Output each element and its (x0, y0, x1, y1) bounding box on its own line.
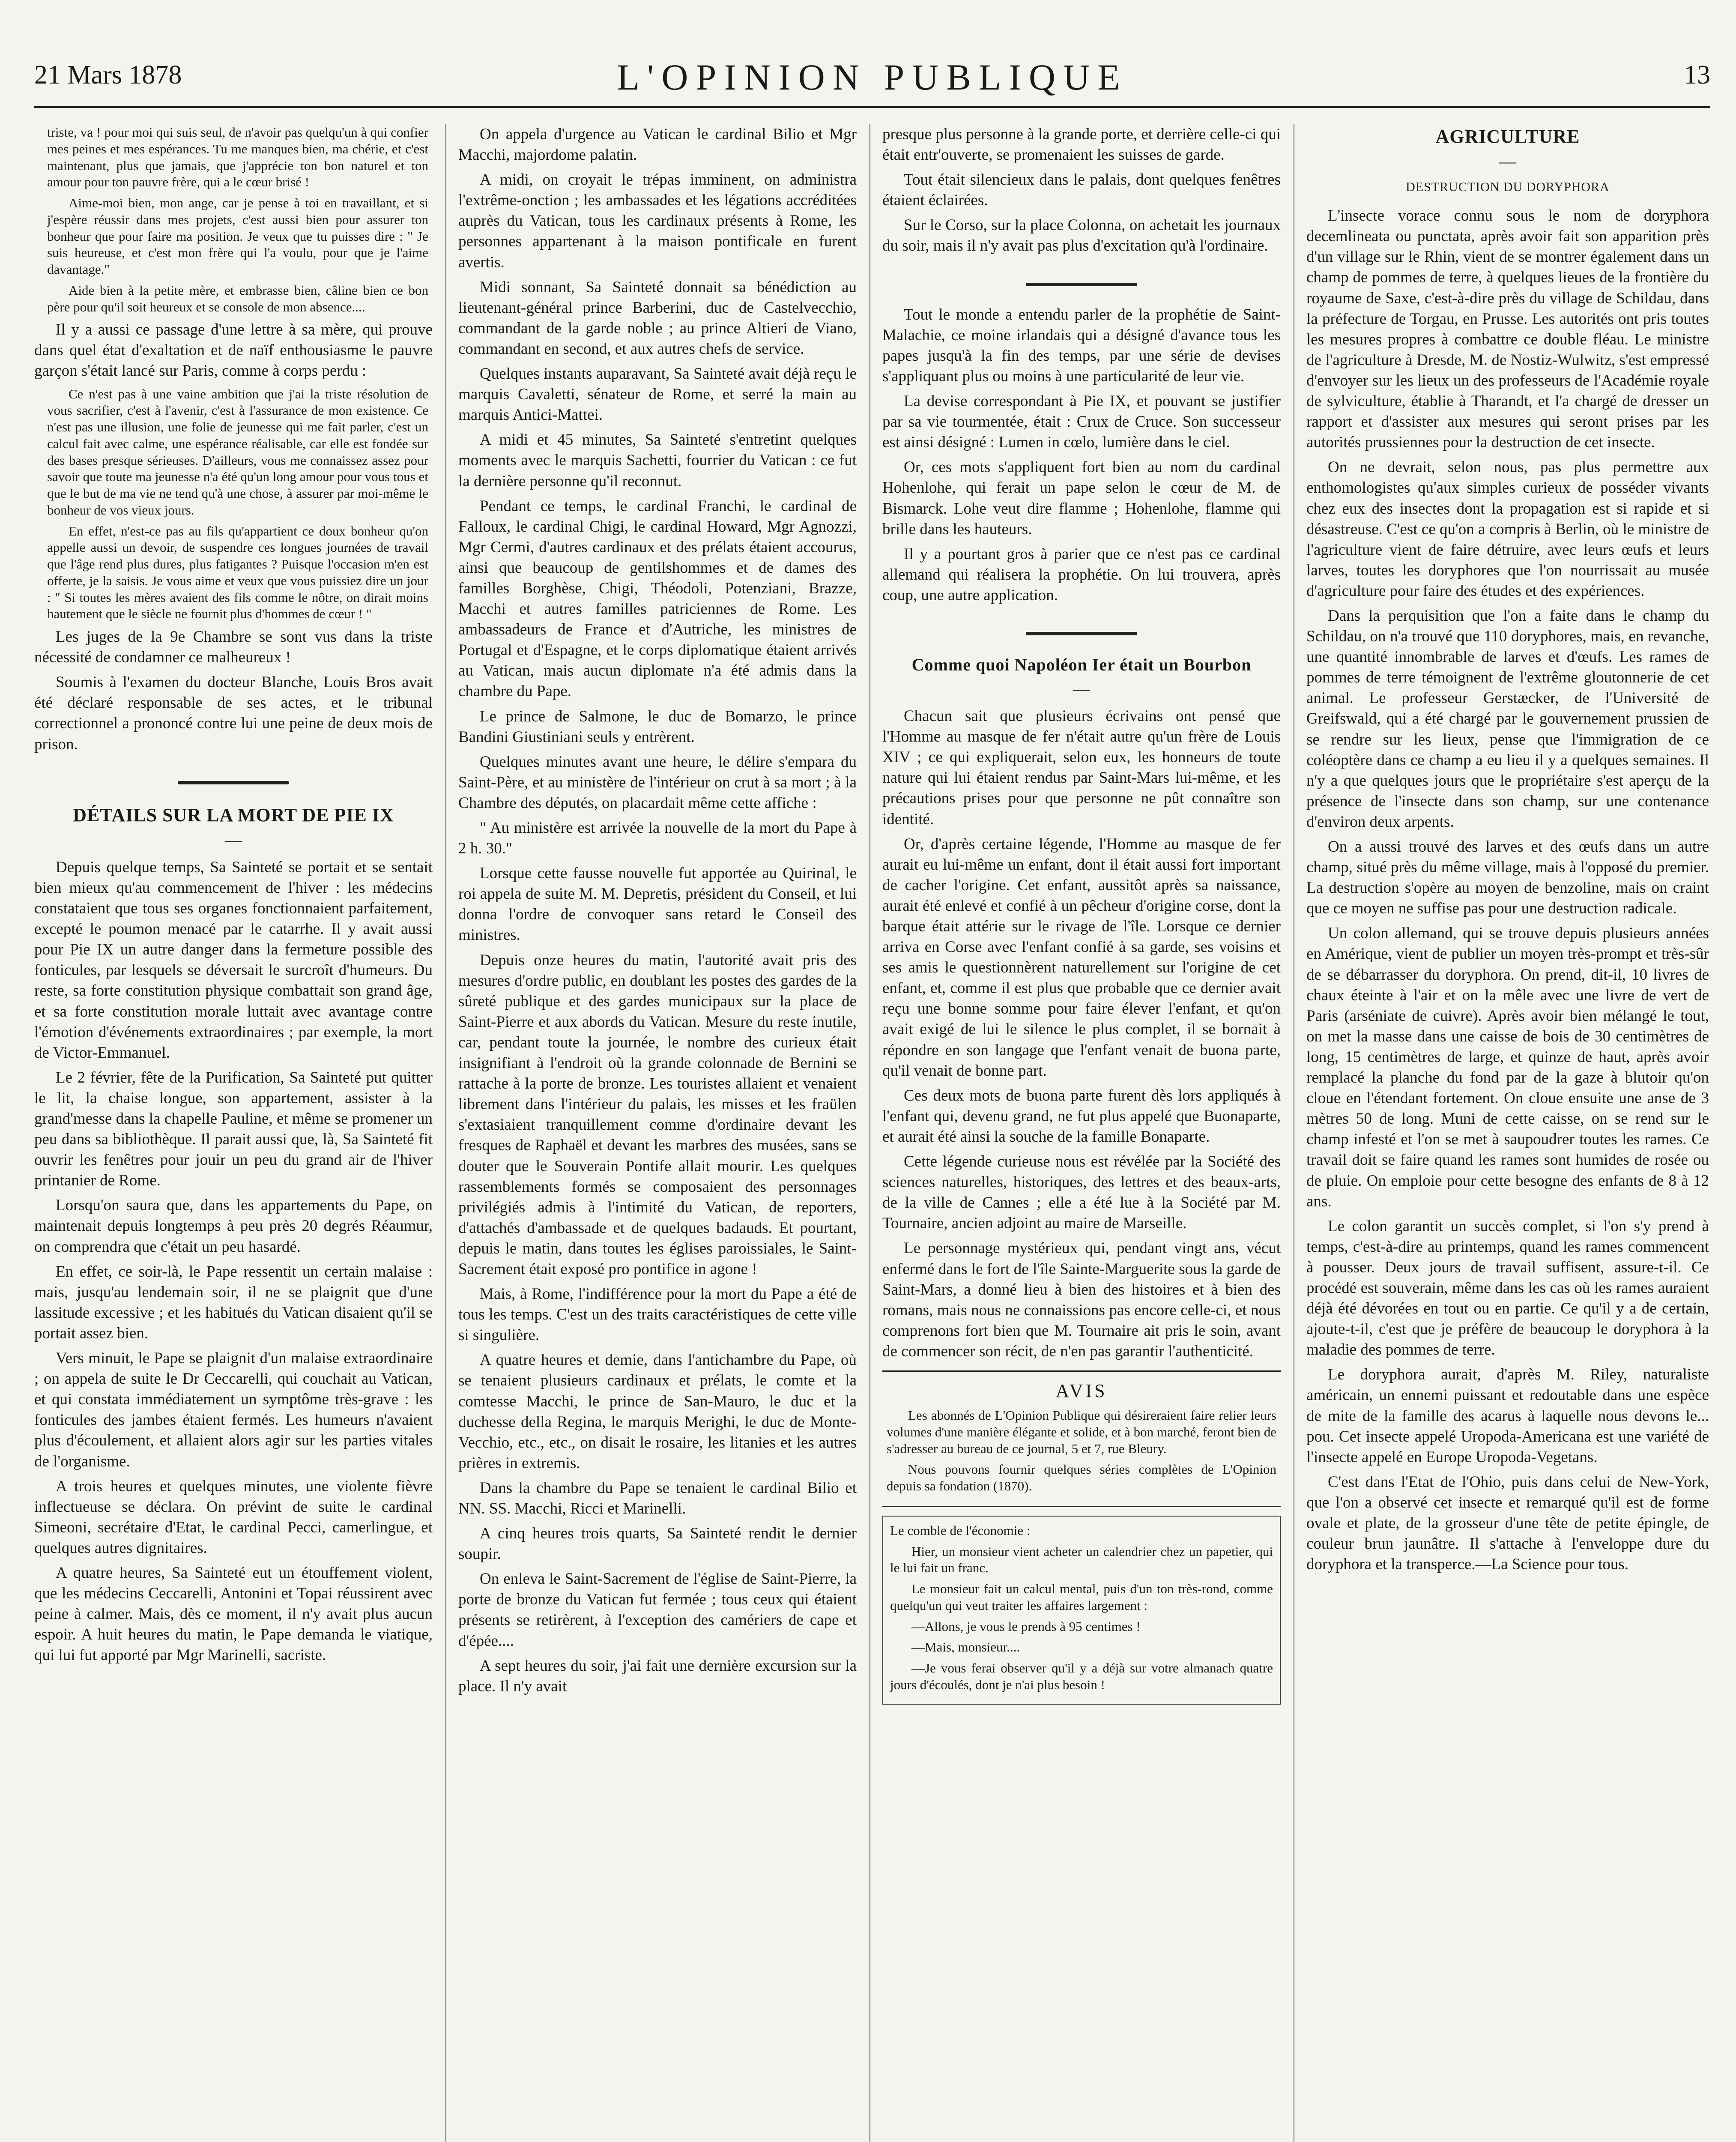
section-ornament (34, 769, 433, 790)
quote-paragraph: En effet, n'est-ce pas au fils qu'appartient ce doux bonheur qu'on appelle aussi un devoir, de suspendre ces longues journées de travail que l'âge rend plus dures, plus fatigantes ? Puisque l'occasion m'en est offerte, je la saisis. Je vous aime et veux que vous puissiez dire un jour : " Si toutes les mères avaient des fils comme le nôtre, on dirait moins hautement que le siècle ne fournit plus d'hommes de cœur ! " (47, 523, 428, 622)
body-paragraph: En effet, ce soir-là, le Pape ressentit un certain malaise : mais, jusqu'au lendemain soir, il ne se plaignit que d'une lassitude excessive ; et les habitués du Vatican disaient qu'il se portait assez bien. (34, 1262, 433, 1342)
page-number: 13 (1684, 60, 1710, 90)
body-paragraph: Lorsque cette fausse nouvelle fut apportée au Quirinal, le roi appela de suite M. M. Depretis, président du Conseil, et lui donna l'ordre de convoquer sans retard le Conseil des ministres. (458, 865, 857, 944)
notice-paragraph: Les abonnés de L'Opinion Publique qui désireraient faire relier leurs volumes d'une manière élégante et solide, et à bon marché, feront bien de s'adresser au bureau de ce journal, 5 et 7, rue Bleury. (887, 1408, 1276, 1456)
notice-paragraph: Nous pouvons fournir quelques séries complètes de L'Opinion depuis sa fondation (1870). (887, 1462, 1276, 1494)
letter-paragraph: triste, va ! pour moi qui suis seul, de n'avoir pas quelqu'un à qui confier mes peines et mes espérances. Tu me manques bien, ma chérie, et c'est maintenant, plus que jamais, que j'apprécie ton bon naturel et ton amour pour ton pauvre frère, qui a le cœur brisé ! (47, 125, 428, 190)
article-subheading: DESTRUCTION DU DORYPHORA (1406, 180, 1610, 194)
body-paragraph: Le prince de Salmone, le duc de Bomarzo, le prince Bandini Giustiniani seuls y entrèrent. (458, 707, 857, 746)
body-paragraph: On appela d'urgence au Vatican le cardinal Bilio et Mgr Macchi, majordome palatin. (458, 126, 857, 164)
body-paragraph: Le colon garantit un succès complet, si l'on s'y prend à temps, c'est-à-dire au printemps, quand les rames commencent à pousser. Deux jours de travail suffisent, assure-t-il. Ce procédé est souverain, même dans les cas où les rames auraient déjà été dévorées en tout ou en partie. Ce qu'il y a de certain, ajoute-t-il, c'est que je préfère de beaucoup le doryphora à la maladie des pommes de terre. (1306, 1217, 1709, 1359)
body-paragraph: Or, ces mots s'appliquent fort bien au nom du cardinal Hohenlohe, qui ferait un pape selon le cœur de M. de Bismarck. Lohe veut dire flamme ; Hohenlohe, flamme qui brille dans les hauteurs. (882, 458, 1281, 538)
body-paragraph: Lorsqu'on saura que, dans les appartements du Pape, on maintenait depuis longtemps à peu près 20 degrés Réaumur, on comprendra que c'était un peu hasardé. (34, 1197, 433, 1256)
body-paragraph: Quelques minutes avant une heure, le délire s'empara du Saint-Père, et au ministère de l'intérieur on crut à sa mort ; à la Chambre des députés, on placardait même cette affiche : (458, 753, 857, 812)
body-paragraph: La devise correspondant à Pie IX, et pouvant se justifier par sa vie tourmentée, était : Crux de Cruce. Son successeur est ainsi désigné : Lumen in cœlo, lumière dans le ciel. (882, 392, 1281, 452)
body-paragraph: Tout était silencieux dans le palais, dont quelques fenêtres étaient éclairées. (882, 171, 1281, 209)
body-paragraph: L'insecte vorace connu sous le nom de doryphora decemlineata ou punctata, après avoir fait son apparition près d'un village sur le Rhin, vient de se montrer également dans un champ de pommes de terre, à quelques lieues de la frontière du royaume de Saxe, c'est-à-dire près du village de Schildau, dans la préfecture de Torgau, en Prusse. Les autorités ont pris toutes les mesures propres à combattre ce double fléau. Le ministre de l'agriculture à Dresde, M. de Nostiz-Wulwitz, s'est empressé d'envoyer sur les lieux un des professeurs de l'Académie royale de sylviculture, établie à Tharandt, et l'a chargé de dresser un rapport et d'assister aux mesures qui seront prises par les autorités prussiennes pour la destruction de cet insecte. (1306, 207, 1709, 452)
section-ornament (882, 620, 1281, 641)
anecdote-line: —Je vous ferai observer qu'il y a déjà sur votre almanach quatre jours d'écoulés, dont je n'ai plus besoin ! (890, 1660, 1273, 1692)
body-paragraph: Depuis quelque temps, Sa Sainteté se portait et se sentait bien mieux qu'au commencement de l'hiver : les médecins constataient que tous ses organes fonctionnaient parfaitement, excepté le poumon menacé par le catarrhe. Il y avait aussi pour Pie IX un autre danger dans la fermeture possible des fonticules, par lesquels se déversait le surcroît d'humeurs. Du reste, sa forte constitution physique combattait son grand âge, et sa forte constitution morale luttait avec avantage contre l'émotion d'événements extraordinaires ; par exemple, la mort de Victor-Emmanuel. (34, 858, 433, 1062)
body-paragraph: presque plus personne à la grande porte, et derrière celle-ci qui était entr'ouverte, se promenaient les suisses de garde. (882, 126, 1281, 164)
issue-date: 21 Mars 1878 (34, 60, 182, 90)
letter-excerpt (47, 124, 428, 315)
body-paragraph: Tout le monde a entendu parler de la prophétie de Saint-Malachie, ce moine irlandais qui a désigné d'avance tous les papes jusqu'à la fin des temps, par une série de devises s'appliquant plus ou moins à une particularité de leur vie. (882, 305, 1281, 385)
body-paragraph: A midi et 45 minutes, Sa Sainteté s'entretint quelques moments avec le marquis Sachetti, fourrier du Vatican : ce fut la dernière personne qu'il reconnut. (458, 431, 857, 490)
body-paragraph: Depuis onze heures du matin, l'autorité avait pris des mesures d'ordre public, en doublant les postes des gardes de la sûreté publique et des gardes municipaux sur la place de Saint-Pierre et aux abords du Vatican. Mesure du reste inutile, car, pendant toute la journée, le nombre des curieux était insignifiant à l'endroit où la grande colonnade de Bernini se rattache à la porte de bronze. Les touristes allaient et venaient librement dans l'intérieur du palais, les misses et les fraülen s'extasiaient tranquillement comme d'ordinaire devant les fresques de Raphaël et devant les marbres des musées, sans se douter que le Souverain Pontife allait mourir. Les quelques rassemblements formés se composaient des personnages privilégiés admis à l'intimité du Vatican, de reporters, d'attachés d'ambassade et de quelques badauds. Et pourtant, depuis le matin, dans toutes les églises paroissiales, le Saint-Sacrement était exposé pro pontifice in agone ! (458, 951, 857, 1278)
heading-dash: — (225, 830, 242, 850)
anecdote-line: —Mais, monsieur.... (911, 1639, 1020, 1655)
column-2 (458, 124, 857, 2142)
body-paragraph: A cinq heures trois quarts, Sa Sainteté rendit le dernier soupir. (458, 1525, 857, 1563)
body-paragraph: A quatre heures et demie, dans l'antichambre du Pape, où se tenaient plusieurs cardinaux et prélats, le comte et la comtesse Macchi, le prince de San-Mauro, le duc et la duchesse della Regina, le marquis Merighi, le duc de Monte-Vecchio, etc., etc., on disait le rosaire, les litanies et les autres prières in extremis. (458, 1351, 857, 1472)
body-paragraph: Le doryphora aurait, d'après M. Riley, naturaliste américain, un ennemi puissant et redoutable dans une espèce de mite de la famille des acarus à laquelle nous devons le... pou. Cet insecte appelé Uropoda-Americana est une variété de l'insecte appelé en Europe Uropoda-Vegetans. (1306, 1366, 1709, 1466)
article-heading: DÉTAILS SUR LA MORT DE PIE IX (73, 804, 394, 826)
body-paragraph: Soumis à l'examen du docteur Blanche, Louis Bros avait été déclaré responsable de ses actes, et le tribunal correctionnel a prononcé contre lui une peine de deux mois de prison. (34, 673, 433, 753)
anecdote-box (882, 1516, 1281, 1705)
column-divider (869, 124, 870, 2142)
column-1 (34, 124, 433, 2142)
body-paragraph: Ces deux mots de buona parte furent dès lors appliqués à l'enfant qui, devenu grand, ne fut plus appelé que Buonaparte, et aurait été ainsi la souche de la famille Bonaparte. (882, 1086, 1281, 1146)
quoted-letter (47, 386, 428, 623)
heading-dash: — (1499, 152, 1516, 171)
body-paragraph: Midi sonnant, Sa Sainteté donnait sa bénédiction au lieutenant-général prince Barberini, duc de Castelvecchio, commandant de la garde noble ; au prince Altieri de Viano, commandant en second, et aux autres chefs de service. (458, 278, 857, 358)
body-paragraph: Il y a pourtant gros à parier que ce n'est pas ce cardinal allemand qui réalisera la prophétie. On lui trouvera, après coup, une autre application. (882, 545, 1281, 604)
body-paragraph: A sept heures du soir, j'ai fait une dernière excursion sur la place. Il n'y avait (458, 1657, 857, 1695)
column-divider (445, 124, 446, 2142)
body-paragraph: Les juges de la 9e Chambre se sont vus dans la triste nécessité de condamner ce malheureux ! (34, 628, 433, 667)
body-paragraph: A trois heures et quelques minutes, une violente fièvre inflectueuse se déclara. On prévint de suite le cardinal Simeoni, secrétaire d'Etat, le cardinal Pecci, camerlingue, et quelques autres dignitaires. (34, 1477, 433, 1557)
header-rule (34, 106, 1710, 108)
body-paragraph: C'est dans l'Etat de l'Ohio, puis dans celui de New-York, que l'on a observé cet insecte et remarqué qu'il est de forme ovale et plate, de la grosseur d'une tête de petite épingle, de couleur brun jaunâtre. Il s'attache à l'enveloppe dure du doryphora et la transperce.—La Science pour tous. (1306, 1473, 1709, 1574)
anecdote-title: Le comble de l'économie : (890, 1523, 1031, 1538)
body-paragraph: A quatre heures, Sa Sainteté eut un étouffement violent, que les médecins Ceccarelli, Antonini et Topai réussirent avec peine à calmer. Mais, dès ce moment, il n'y avait plus aucun espoir. A huit heures du matin, le Pape demanda le viatique, qui lui fut apporté par Mgr Marinelli, sacriste. (34, 1564, 433, 1664)
notice-box (882, 1370, 1281, 1507)
body-paragraph: Dans la chambre du Pape se tenaient le cardinal Bilio et NN. SS. Macchi, Ricci et Marinelli. (458, 1479, 857, 1517)
body-paragraph: Pendant ce temps, le cardinal Franchi, le cardinal de Falloux, le cardinal Chigi, le cardinal Howard, Mgr Agnozzi, Mgr Cermi, d'autres cardinaux et des prélats étaient accourus, ainsi que beaucoup de gentilshommes et de dames des familles Borghèse, Chigi, Théodoli, Potenziani, Brazze, Macchi et autres familles patriciennes de Rome. Les ambassadeurs de France et d'Autriche, les ministres de Portugal et d'Espagne, et le corps diplomatique étaient arrivés au Vatican, mais aucun diplomate n'a été admis dans la chambre du Pape. (458, 497, 857, 700)
body-paragraph: Or, d'après certaine légende, l'Homme au masque de fer aurait eu lui-même un enfant, dont il était aussi fort important de cacher l'origine. Cet enfant, aussitôt après sa naissance, aurait été enlevé et confié à un pêcheur d'origine corse, dont la barque était attérie sur le rivage de l'île. Lorsque ce dernier arriva en Corse avec l'enfant confié à sa garde, ses voisins et ses amis le questionnèrent naturellement sur l'origine de cet enfant, et, comme il est plus que probable que ce dernier avait reçu une bonne somme pour faire élever l'enfant, et qu'on avait exigé de lui le silence le plus complet, il se bornait à répondre en son langage que l'enfant venait de buona parte, qu'il venait de bonne part. (882, 835, 1281, 1080)
section-heading: AGRICULTURE (1435, 126, 1580, 147)
letter-paragraph: Aime-moi bien, mon ange, car je pense à toi en travaillant, et si j'espère réussir dans mes projets, c'est aussi bien pour assurer ton bonheur que pour faire ma position. Je veux que tu puisses dire : " Je suis heureuse, et c'est mon frère qui l'a voulu, pour que je l'aime davantage." (47, 195, 428, 277)
body-paragraph: Sur le Corso, sur la place Colonna, on achetait les journaux du soir, mais il n'y avait pas plus d'excitation qu'à l'ordinaire. (882, 216, 1281, 255)
column-4 (1306, 124, 1709, 2142)
body-paragraph: Quelques instants auparavant, Sa Sainteté avait déjà reçu le marquis Cavaletti, sénateur de Rome, et serré la main au marquis Antici-Mattei. (458, 365, 857, 424)
body-paragraph: On ne devrait, selon nous, pas plus permettre aux enthomologistes qu'aux simples curieux de posséder vivants chez eux des insectes dont la propagation est si rapide et si désastreuse. C'est ce qu'on a compris à Berlin, où le ministre de l'agriculture vient de faire détruire, avec leurs œufs et leurs larves, toutes les doryphores que l'on nourrissait au musée d'agriculture pour faire des études et des expériences. (1306, 458, 1709, 600)
body-paragraph: Un colon allemand, qui se trouve depuis plusieurs années en Amérique, vient de publier un moyen très-prompt et très-sûr de se débarrasser du doryphora. On prend, dit-il, 10 livres de chaux éteinte à l'air et on la mêle avec une livre de vert de Paris (arséniate de cuivre). Après avoir bien mélangé le tout, on met la masse dans une caisse de bois de 30 centimètres de long, 15 centimètres de large, et quinze de haut, après avoir remplacé la planche du fond par de la gaze à blutoir qu'on cloue en l'étendant fortement. On cloue ensuite une anse de 3 mètres 50 de long. Muni de cette caisse, on se rend sur le champ infesté et l'on se met à saupoudrer toutes les rames. Ce travail doit se faire quand les rames sont humides de rosée ou de pluie. On emploie pour cette besogne des enfants de 8 à 12 ans. (1306, 924, 1709, 1210)
body-paragraph: Il y a aussi ce passage d'une lettre à sa mère, qui prouve dans quel état d'exaltation et de naïf enthousiasme le pauvre garçon s'était lancé sur Paris, comme à corps perdu : (34, 321, 433, 380)
body-paragraph: Cette légende curieuse nous est révélée par la Société des sciences naturelles, historiques, des lettres et des beaux-arts, de la ville de Cannes ; elle a été lue à la Société par M. Tournaire, ancien adjoint au maire de Marseille. (882, 1153, 1281, 1233)
anecdote-line: Hier, un monsieur vient acheter un calendrier chez un papetier, qui le lui fait un franc. (890, 1544, 1273, 1576)
notice-title: AVIS (1055, 1380, 1108, 1401)
body-paragraph: On a aussi trouvé des larves et des œufs dans un autre champ, situé près du même village, mais à l'opposé du premier. La destruction s'opère au moyen de benzoline, mais on craint que ce moyen ne suffise pas pour une destruction radicale. (1306, 838, 1709, 918)
heading-dash: — (1073, 679, 1090, 699)
body-paragraph: Le personnage mystérieux qui, pendant vingt ans, vécut enfermé dans le fort de l'île Sainte-Marguerite sous la garde de Saint-Mars, a donné lieu à bien des histoires et à bien des romans, mais nous ne connaissions pas encore celle-ci, et nous comprenons fort bien que M. Tournaire ait pris le soin, avant de commencer son récit, de n'en pas garantir l'authenticité. (882, 1239, 1281, 1360)
body-paragraph: A midi, on croyait le trépas imminent, on administra l'extrême-onction ; les ambassades et les légations accréditées auprès du Vatican, tous les cardinaux présents à Rome, les personnes appartenant à la maison pontificale en furent avertis. (458, 171, 857, 271)
page-header (34, 56, 1710, 103)
body-paragraph: Mais, à Rome, l'indifférence pour la mort du Pape a été de tous les temps. C'est un des traits caractéristiques de cette ville si singulière. (458, 1285, 857, 1344)
newspaper-title: L'OPINION PUBLIQUE (617, 57, 1128, 98)
section-ornament (882, 271, 1281, 292)
anecdote-line: Le monsieur fait un calcul mental, puis d'un ton très-rond, comme quelqu'un qui veut traiter les affaires largement : (890, 1581, 1273, 1613)
body-paragraph: Dans la perquisition que l'on a faite dans le champ du Schildau, on n'a trouvé que 110 doryphores, mais, en revanche, une quantité innombrable de larves et d'œufs. Les rames de pommes de terre témoignent de l'extrême gloutonnerie de cet animal. Le professeur Gerstæcker, de l'Université de Greifswald, qui a été chargé par le gouvernement prussien de se rendre sur les lieux, pense que l'immigration de ce coléoptère dans ce champ a eu lieu il y a quelques semaines. Il n'y a que quelques jours que le propriétaire s'est aperçu de la présence de l'insecte dans son champ, sur une contenance d'environ deux arpents. (1306, 607, 1709, 831)
body-paragraph: " Au ministère est arrivée la nouvelle de la mort du Pape à 2 h. 30." (458, 819, 857, 858)
body-paragraph: On enleva le Saint-Sacrement de l'église de Saint-Pierre, la porte de bronze du Vatican fut fermée ; tous ceux qui étaient présents se retirèrent, à l'exception des camériers de cape et d'épée.... (458, 1570, 857, 1650)
article-heading: Comme quoi Napoléon Ier était un Bourbon (911, 655, 1252, 675)
quote-paragraph: Ce n'est pas à une vaine ambition que j'ai la triste résolution de vous sacrifier, c'est à l'avenir, c'est à l'assurance de mon existence. Ce n'est pas une illusion, une folie de jeunesse qui me fait parler, c'est un calcul fait avec calme, une espérance réalisable, car elle est fondée sur des bases presque sérieuses. D'ailleurs, vous me connaissez assez pour savoir que toute ma jeunesse n'a été qu'un long amour pour vous tous et que le but de ma vie ne tend qu'à une chose, à assurer par moi-même le bonheur de vos vieux jours. (47, 386, 428, 518)
anecdote-line: —Allons, je vous le prends à 95 centimes ! (911, 1618, 1141, 1634)
body-paragraph: Vers minuit, le Pape se plaignit d'un malaise extraordinaire ; on appela de suite le Dr Ceccarelli, qui couchait au Vatican, et qui constata immédiatement un symptôme très-grave : les fonticules des jambes étaient fermés. Les humeurs n'avaient plus d'écoulement, et allaient alors agir sur les parties vitales de l'organisme. (34, 1349, 433, 1470)
letter-paragraph: Aide bien à la petite mère, et embrasse bien, câline bien ce bon père pour qu'il soit heureux et se console de mon absence.... (47, 282, 428, 314)
column-3 (882, 124, 1281, 2142)
body-paragraph: Chacun sait que plusieurs écrivains ont pensé que l'Homme au masque de fer n'était autre qu'un frère de Louis XIV ; ce qui expliquerait, selon eux, les honneurs de toute nature qui lui étaient rendus par Saint-Mars lui-même, et les précautions prises pour que personne ne pût connaître son identité. (882, 707, 1281, 828)
body-paragraph: Le 2 février, fête de la Purification, Sa Sainteté put quitter le lit, la chaise longue, son appartement, assister à la grand'messe dans la chapelle Pauline, et même se promener un peu dans sa bibliothèque. Il parait aussi que, là, Sa Sainteté fit ouvrir les fenêtres pour jouir un peu du grand air de l'hiver printanier de Rome. (34, 1068, 433, 1190)
